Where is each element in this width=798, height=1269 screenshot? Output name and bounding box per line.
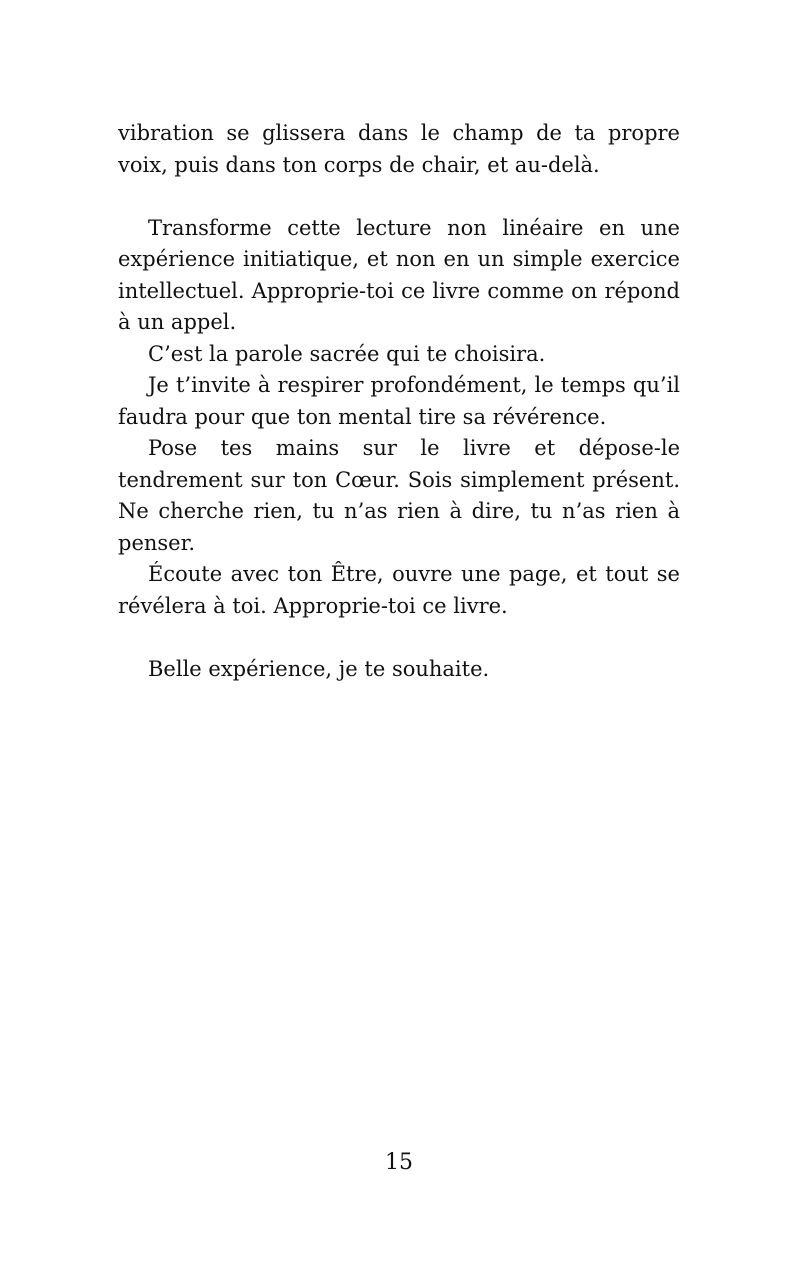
paragraph-continuation: vibration se glissera dans le champ de ta propre voix, puis dans ton corps de chair, et au-delà.: [118, 121, 680, 177]
paragraph-pose-tes-mains: Pose tes mains sur le livre et dépose-le tendrement sur ton Cœur. Sois simplement présent. Ne cherche rien, tu n’as rien à dire, tu n’as rien à penser.: [118, 436, 680, 555]
paragraph-ecoute: Écoute avec ton Être, ouvre une page, et tout se révélera à toi. Approprie-toi ce livre.: [118, 562, 680, 618]
body-text: [118, 118, 680, 685]
paragraph-respirer: Je t’invite à respirer profondément, le temps qu’il faudra pour que ton mental tire sa révérence.: [118, 373, 680, 429]
paragraph-transforme: Transforme cette lecture non linéaire en une expérience initiatique, et non en un simple exercice intellectuel. Approprie-toi ce livre comme on répond à un appel.: [118, 215, 680, 334]
page-number: 15: [385, 1150, 413, 1175]
paragraph-parole-sacree: C’est la parole sacrée qui te choisira.: [148, 341, 546, 366]
paragraph-belle-experience: Belle expérience, je te souhaite.: [148, 656, 490, 681]
